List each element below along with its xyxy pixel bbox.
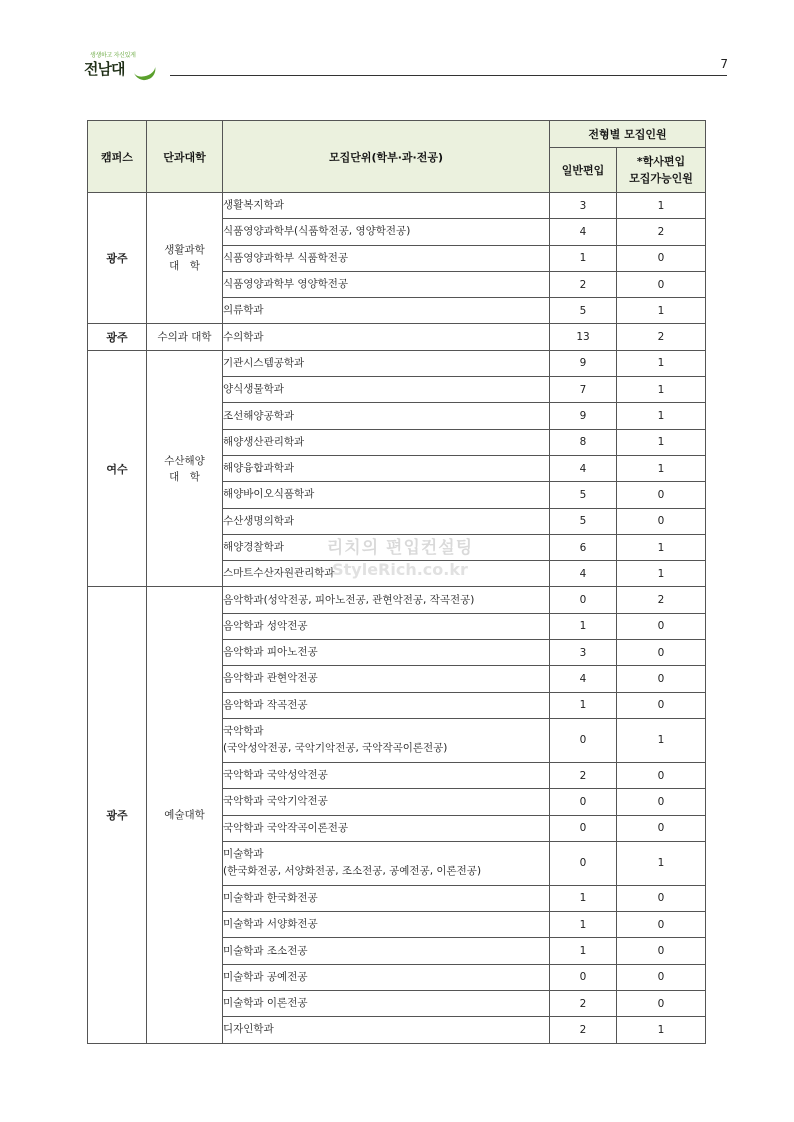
bachelor-count-cell: 1: [617, 534, 706, 560]
unit-cell: 식품영양과학부(식품학전공, 영양학전공): [223, 219, 550, 245]
unit-cell: 미술학과 (한국화전공, 서양화전공, 조소전공, 공예전공, 이론전공): [223, 841, 550, 885]
college-cell: 생활과학 대 학: [147, 193, 223, 324]
unit-cell: 식품영양과학부 영양학전공: [223, 271, 550, 297]
general-count-cell: 0: [550, 789, 617, 815]
unit-cell: 국악학과 국악기악전공: [223, 789, 550, 815]
general-count-cell: 4: [550, 219, 617, 245]
unit-cell: 미술학과 한국화전공: [223, 885, 550, 911]
bachelor-count-cell: 1: [617, 718, 706, 762]
general-count-cell: 7: [550, 377, 617, 403]
unit-cell: 국악학과 국악작곡이론전공: [223, 815, 550, 841]
college-cell: 예술대학: [147, 587, 223, 1043]
unit-cell: 양식생물학과: [223, 377, 550, 403]
general-count-cell: 8: [550, 429, 617, 455]
general-count-cell: 2: [550, 991, 617, 1017]
unit-cell: 미술학과 이론전공: [223, 991, 550, 1017]
general-count-cell: 5: [550, 482, 617, 508]
general-count-cell: 1: [550, 692, 617, 718]
general-count-cell: 13: [550, 324, 617, 350]
bachelor-count-cell: 0: [617, 815, 706, 841]
unit-cell: 해양생산관리학과: [223, 429, 550, 455]
header-unit: 모집단위(학부·과·전공): [223, 121, 550, 193]
table-row: [88, 193, 706, 219]
unit-cell: 해양융합과학과: [223, 455, 550, 481]
general-count-cell: 2: [550, 271, 617, 297]
general-count-cell: 6: [550, 534, 617, 560]
bachelor-count-cell: 1: [617, 1017, 706, 1043]
bachelor-count-cell: 1: [617, 377, 706, 403]
college-cell: 수산해양 대 학: [147, 350, 223, 587]
unit-cell: 수산생명의학과: [223, 508, 550, 534]
general-count-cell: 5: [550, 298, 617, 324]
header-quota-group: 전형별 모집인원: [550, 121, 706, 148]
bachelor-count-cell: 0: [617, 991, 706, 1017]
bachelor-count-cell: 1: [617, 298, 706, 324]
table-row: [88, 324, 706, 350]
unit-cell: 음악학과 관현악전공: [223, 666, 550, 692]
unit-cell: 국악학과 국악성악전공: [223, 762, 550, 788]
unit-cell: 의류학과: [223, 298, 550, 324]
unit-cell: 음악학과 작곡전공: [223, 692, 550, 718]
bachelor-count-cell: 0: [617, 640, 706, 666]
bachelor-count-cell: 1: [617, 193, 706, 219]
bachelor-count-cell: 0: [617, 762, 706, 788]
general-count-cell: 1: [550, 912, 617, 938]
general-count-cell: 5: [550, 508, 617, 534]
logo-tagline: 생생하고 자신있게: [90, 52, 136, 59]
bachelor-count-cell: 0: [617, 482, 706, 508]
bachelor-count-cell: 0: [617, 692, 706, 718]
logo-swoosh-icon: [132, 59, 158, 83]
unit-cell: 음악학과 성악전공: [223, 613, 550, 639]
unit-cell: 수의학과: [223, 324, 550, 350]
unit-cell: 기관시스템공학과: [223, 350, 550, 376]
bachelor-count-cell: 2: [617, 324, 706, 350]
header-college: 단과대학: [147, 121, 223, 193]
admission-quota-table: [87, 120, 706, 1044]
unit-cell: 미술학과 서양화전공: [223, 912, 550, 938]
page-number: 7: [720, 57, 728, 71]
university-logo: [84, 50, 164, 80]
unit-cell: 미술학과 조소전공: [223, 938, 550, 964]
bachelor-count-cell: 0: [617, 245, 706, 271]
general-count-cell: 9: [550, 403, 617, 429]
table-row: [88, 350, 706, 376]
unit-cell: 해양바이오식품학과: [223, 482, 550, 508]
bachelor-count-cell: 0: [617, 666, 706, 692]
unit-cell: 해양경찰학과: [223, 534, 550, 560]
general-count-cell: 2: [550, 1017, 617, 1043]
unit-cell: 식품영양과학부 식품학전공: [223, 245, 550, 271]
header-campus: 캠퍼스: [88, 121, 147, 193]
general-count-cell: 1: [550, 885, 617, 911]
bachelor-count-cell: 0: [617, 613, 706, 639]
logo-text: 전남대: [84, 60, 125, 78]
unit-cell: 음악학과(성악전공, 피아노전공, 관현악전공, 작곡전공): [223, 587, 550, 613]
bachelor-count-cell: 0: [617, 964, 706, 990]
unit-cell: 미술학과 공예전공: [223, 964, 550, 990]
general-count-cell: 4: [550, 561, 617, 587]
bachelor-count-cell: 1: [617, 561, 706, 587]
general-count-cell: 4: [550, 455, 617, 481]
bachelor-count-cell: 2: [617, 219, 706, 245]
unit-cell: 생활복지학과: [223, 193, 550, 219]
unit-cell: 국악학과 (국악성악전공, 국악기악전공, 국악작곡이론전공): [223, 718, 550, 762]
general-count-cell: 0: [550, 815, 617, 841]
bachelor-count-cell: 1: [617, 455, 706, 481]
bachelor-count-cell: 1: [617, 350, 706, 376]
general-count-cell: 0: [550, 964, 617, 990]
general-count-cell: 9: [550, 350, 617, 376]
bachelor-count-cell: 1: [617, 403, 706, 429]
table-row: [88, 587, 706, 613]
bachelor-count-cell: 0: [617, 508, 706, 534]
bachelor-count-cell: 2: [617, 587, 706, 613]
general-count-cell: 0: [550, 718, 617, 762]
table-body: [88, 193, 706, 1044]
watermark-line1: 리치의 편입컨설팅: [326, 538, 474, 558]
campus-cell: 광주: [88, 324, 147, 350]
general-count-cell: 3: [550, 640, 617, 666]
header-general-transfer: 일반편입: [550, 148, 617, 193]
general-count-cell: 3: [550, 193, 617, 219]
bachelor-count-cell: 0: [617, 938, 706, 964]
general-count-cell: 1: [550, 938, 617, 964]
bachelor-count-cell: 0: [617, 885, 706, 911]
general-count-cell: 1: [550, 613, 617, 639]
unit-cell: 스마트수산자원관리학과: [223, 561, 550, 587]
bachelor-count-cell: 0: [617, 789, 706, 815]
unit-cell: 디자인학과: [223, 1017, 550, 1043]
campus-cell: 광주: [88, 587, 147, 1043]
campus-cell: 여수: [88, 350, 147, 587]
header-rule: [170, 75, 727, 76]
general-count-cell: 1: [550, 245, 617, 271]
bachelor-count-cell: 0: [617, 912, 706, 938]
general-count-cell: 0: [550, 841, 617, 885]
bachelor-count-cell: 0: [617, 271, 706, 297]
general-count-cell: 4: [550, 666, 617, 692]
header-bachelor-transfer: *학사편입 모집가능인원: [617, 148, 706, 193]
bachelor-count-cell: 1: [617, 841, 706, 885]
unit-cell: 조선해양공학과: [223, 403, 550, 429]
bachelor-count-cell: 1: [617, 429, 706, 455]
campus-cell: 광주: [88, 193, 147, 324]
college-cell: 수의과 대학: [147, 324, 223, 350]
general-count-cell: 0: [550, 587, 617, 613]
unit-cell: 음악학과 피아노전공: [223, 640, 550, 666]
watermark-line2: StyleRich.co.kr: [332, 560, 468, 579]
general-count-cell: 2: [550, 762, 617, 788]
